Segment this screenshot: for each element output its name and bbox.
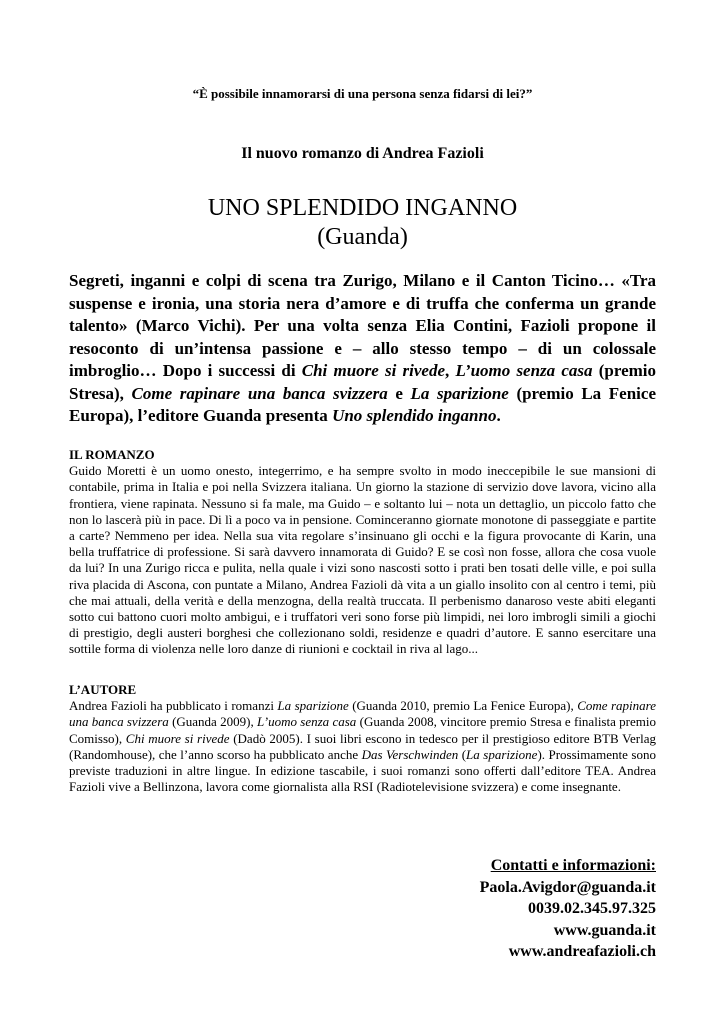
- blurb-text: (premio La Fenice Europa), l’editore Guanda presenta: [69, 383, 656, 425]
- blurb-text: .: [496, 406, 501, 425]
- body-text: (Guanda 2010, premio La Fenice Europa),: [348, 698, 578, 714]
- publisher-line: (Guanda): [317, 224, 408, 250]
- contact-email[interactable]: Paola.Avigdor@guanda.it: [479, 878, 656, 896]
- blurb-book-title: L’uomo senza casa: [455, 361, 593, 380]
- section-heading: IL ROMANZO: [69, 447, 155, 462]
- section-body: [69, 698, 656, 795]
- subtitle: Il nuovo romanzo di Andrea Fazioli: [241, 145, 484, 162]
- body-text: ). Prossimamente sono previste traduzioni in altre lingue. In edizione tascabile, i suoi romanzi sono offerti dall’editore TEA. Andrea Fazioli vive a Bellinzona, lavora come giornalista alla RSI (Radiotelevisione svizzera) e come insegnante.: [69, 746, 656, 795]
- book-title-ref: Das Verschwinden: [361, 746, 459, 762]
- blurb-text: Segreti, inganni e colpi di scena tra Zurigo, Milano e il Canton Ticino… «Tra suspense e ironia, una storia nera d’amore e di truffa che conferma un grande talento» (Marco Vichi). Per una volta senza Elia Contini, Fazioli propone il resoconto di un’intensa passione e – allo stesso tempo – di un colossale imbroglio… Dopo i successi di: [69, 271, 656, 380]
- book-title-line: UNO SPLENDIDO INGANNO: [207, 195, 518, 221]
- body-text: Andrea Fazioli ha pubblicato i romanzi: [69, 698, 278, 714]
- book-title-ref: La sparizione: [466, 746, 538, 762]
- blurb-book-title: Chi muore si rivede: [301, 361, 446, 380]
- contacts-block: [480, 855, 656, 963]
- body-text: (Guanda 2008, vincitore premio Stresa e finalista premio Comisso),: [69, 714, 656, 746]
- book-title-ref: Chi muore si rivede: [125, 730, 230, 746]
- book-title-ref: Come rapinare una banca svizzera: [69, 698, 657, 730]
- blurb-book-title: Come rapinare una banca svizzera: [131, 383, 388, 403]
- section-heading: L’AUTORE: [69, 682, 137, 697]
- blurb-text: e: [387, 383, 411, 403]
- book-title: [0, 194, 725, 252]
- body-text: (Guanda 2009),: [168, 714, 258, 730]
- section-autore: [69, 682, 656, 795]
- blurb-paragraph: [69, 270, 656, 428]
- contacts-heading: Contatti e informazioni:: [490, 857, 656, 874]
- contact-phone: 0039.02.345.97.325: [528, 900, 656, 917]
- book-title-ref: L’uomo senza casa: [257, 714, 357, 730]
- contact-website-author[interactable]: www.andreafazioli.ch: [508, 943, 656, 960]
- blurb-text: (premio Stresa),: [69, 361, 657, 403]
- contact-website-guanda[interactable]: www.guanda.it: [553, 921, 656, 939]
- body-text: (Dadò 2005). I suoi libri escono in tedesco per il prestigioso editore BTB Verlag (Randomhouse), che l’anno scorso ha pubblicato anche: [69, 730, 656, 762]
- section-body: Guido Moretti è un uomo onesto, integerrimo, e ha sempre svolto in modo ineccepibile le sue mansioni di contabile, prima in Italia e poi nella Svizzera italiana. Un giorno la stazione di servizio dove lavora, vicino alla frontiera, viene rapinata. Nessuno si fa male, ma Guido – e soltanto lui – nota un dettaglio, un piccolo fatto che non lo lascerà più in pace. Di lì a poco va in pensione. Cominceranno giornate monotone di passeggiate e partite a carte? Nemmeno per idea. Nella sua vita regolare s’insinuano gli occhi e la figura provocante di Karin, una bella truffatrice di professione. Si sarà davvero innamorata di Guido? E se così non fosse, allora che cosa vuole da lui? In una Zurigo ricca e pulita, nella quale i vizi sono nascosti sotto i prati ben tosati delle ville, e poi sulla riva placida di Ascona, con puntate a Milano, Andrea Fazioli dà vita a un giallo insolito con al centro i temi, più che mai attuali, della verità e della menzogna, della realtà truccata. Il perbenismo danaroso veste abiti eleganti sotto cui battono cuori molto ambigui, e i truffatori veri sono forse più limpidi, nei loro imbrogli simili a giochi di prestigio, degli austeri borghesi che collezionano soldi, residenze e quadri d’autore. E sanno esercitare una sottile forma di violenza nelle loro danze di riunioni e cocktail in riva al lago...: [69, 463, 656, 657]
- epigraph-quote: “È possibile innamorarsi di una persona senza fidarsi di lei?”: [192, 86, 533, 101]
- section-romanzo: [69, 447, 656, 658]
- blurb-text: ,: [445, 361, 456, 380]
- book-title-ref: La sparizione: [277, 698, 349, 714]
- body-text: (: [458, 746, 467, 762]
- blurb-book-title: Uno splendido inganno: [332, 406, 497, 425]
- blurb-book-title: La sparizione: [410, 383, 509, 403]
